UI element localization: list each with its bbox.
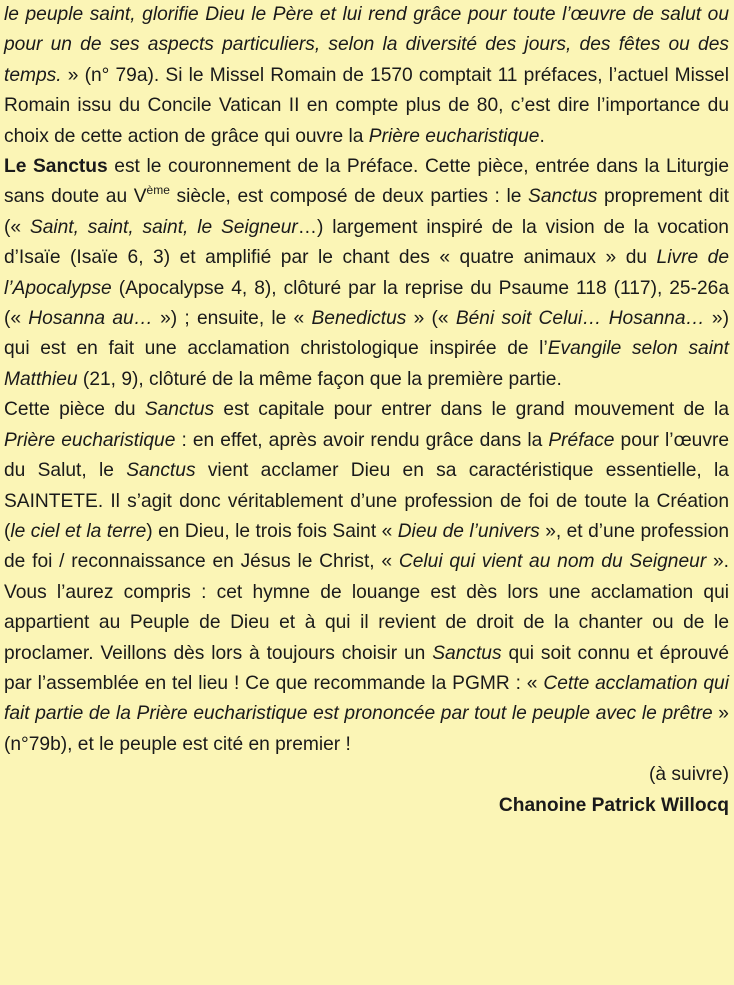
- text-run: (Apocalypse 4, 8), clôturé par la reprise du Psaume 118 (117), 25-26a («: [4, 277, 729, 330]
- italic-text: Saint, saint, saint, le Seigneur: [29, 216, 298, 238]
- author-signature: Chanoine Patrick Willocq: [498, 794, 729, 816]
- italic-text: Béni soit Celui… Hosanna…: [455, 308, 705, 330]
- text-run: ». Vous l’aurez compris : cet hymne de louange est dès lors une acclamation qui appartient au Peuple de Dieu et à qui il revient de droit de la chanter ou de le proclamer. Veillons dès lors à toujours choisir un: [4, 551, 729, 664]
- text-run: proprement dit («: [4, 186, 729, 238]
- italic-text: Sanctus: [144, 399, 215, 421]
- italic-text: le ciel et la terre: [10, 520, 147, 542]
- italic-text: Sanctus: [528, 186, 598, 208]
- text-run: ) en Dieu, le trois fois Saint «: [146, 520, 398, 542]
- italic-text: Prière eucharistique: [4, 429, 176, 451]
- text-run: », et d’une profession de foi / reconnaissance en Jésus le Christ, «: [4, 520, 729, 573]
- italic-text: Benedictus: [311, 308, 407, 330]
- text-run: » («: [406, 308, 456, 330]
- continuation-note: (à suivre): [649, 764, 729, 786]
- text-run: siècle, est composé de deux parties : le: [169, 186, 529, 208]
- italic-text: Prière eucharistique: [368, 125, 540, 147]
- text-run: .: [539, 125, 545, 147]
- text-run: » (n°79b), et le peuple est cité en premier !: [4, 703, 729, 755]
- italic-text: Livre de l’Apocalypse: [4, 247, 729, 299]
- text-run: est capitale pour entrer dans le grand mouvement de la: [214, 399, 729, 421]
- italic-text: Sanctus: [432, 642, 502, 664]
- paragraph-sanctus: [4, 152, 729, 395]
- italic-text: Celui qui vient au nom du Seigneur: [398, 551, 707, 573]
- text-run: vient acclamer Dieu en sa caractéristique essentielle, la SAINTETE. Il s’agit donc véritablement d’une profession de foi de toute la Création (: [4, 460, 729, 542]
- italic-text: Dieu de l’univers: [397, 520, 540, 542]
- italic-text: le peuple saint, glorifie Dieu le Père et lui rend grâce pour toute l’œuvre de salut ou pour un de ses aspects particuliers, selon la diversité des jours, des fêtes ou des temps.: [4, 4, 729, 86]
- text-run: est le couronnement de la Préface. Cette pièce, entrée dans la Liturgie sans doute au V: [4, 156, 729, 208]
- text-run: : en effet, après avoir rendu grâce dans la: [175, 429, 549, 451]
- italic-text: Sanctus: [126, 460, 196, 482]
- bold-text: Le Sanctus: [4, 156, 108, 178]
- italic-text: Hosanna au…: [28, 308, 153, 330]
- text-run: ») ; ensuite, le «: [152, 308, 312, 330]
- text-run: pour l’œuvre du Salut, le: [4, 429, 729, 482]
- text-run: ») qui est en fait une acclamation christologique inspirée de l’: [4, 308, 729, 360]
- paragraph-capitale: [4, 395, 729, 760]
- text-run: » (n° 79a). Si le Missel Romain de 1570 comptait 11 préfaces, l’actuel Missel Romain issu du Concile Vatican II en compte plus de 80, c’est dire l’importance du choix de cette action de grâce qui ouvre la: [4, 64, 729, 147]
- text-run: Cette pièce du: [4, 399, 145, 421]
- superscript-text: ème: [146, 183, 170, 198]
- italic-text: Préface: [548, 429, 615, 451]
- text-run: …) largement inspiré de la vision de la vocation d’Isaïe (Isaïe 6, 3) et amplifié par le chant des « quatre animaux » du: [4, 216, 729, 269]
- paragraph-preface: [4, 0, 729, 152]
- article-body: [4, 0, 729, 760]
- text-run: qui soit connu et éprouvé par l’assemblée en tel lieu ! Ce que recommande la PGMR : «: [4, 642, 729, 694]
- italic-text: Evangile selon saint Matthieu: [4, 338, 729, 390]
- text-run: (21, 9), clôturé de la même façon que la première partie.: [77, 368, 562, 390]
- italic-text: Cette acclamation qui fait partie de la Prière eucharistique est prononcée par tout le peuple avec le prêtre: [4, 672, 729, 725]
